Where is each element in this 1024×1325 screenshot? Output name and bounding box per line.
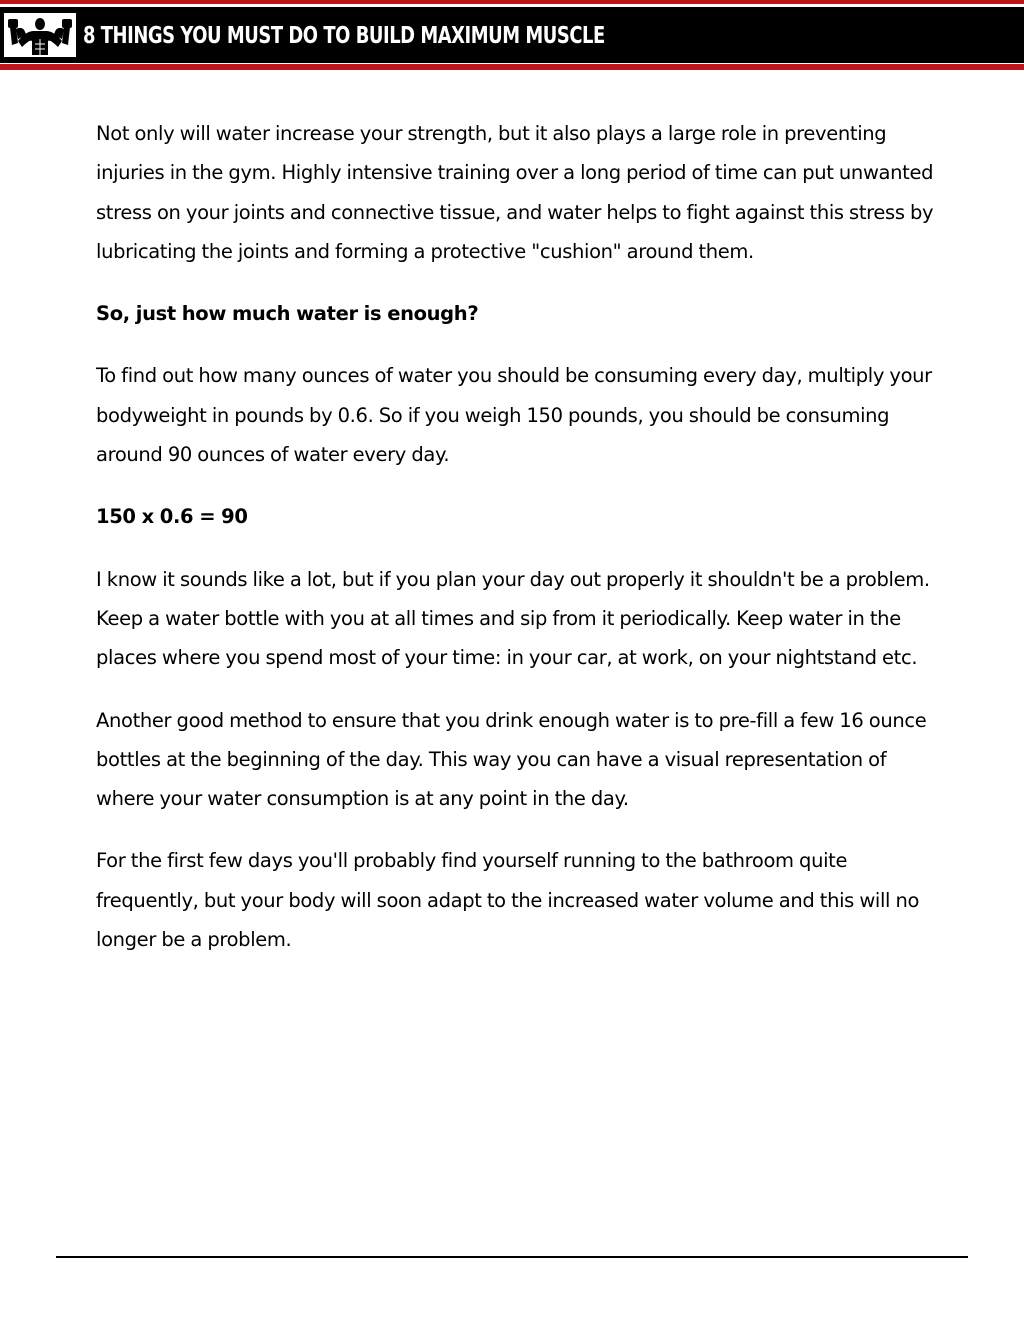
flexing-bodybuilder-icon [4,13,76,57]
paragraph-ounces-formula: To find out how many ounces of water you should be consuming every day, multiply your bodyweight in pounds by 0.6. So if you weigh 150 pounds, you should be consuming around 90 ounces of water every day. [96,364,932,467]
header-red-stripe-bottom [0,64,1024,70]
paragraph-plan-your-day: I know it sounds like a lot, but if you plan your day out properly it shouldn't be a problem. Keep a water bottle with you at all times and sip from it periodically. Keep water in the places where you spend most of your time: in your car, at work, on your nightstand etc. [96,567,930,670]
paragraph-first-few-days: For the first few days you'll probably find yourself running to the bathroom quite frequently, but your body will soon adapt to the increased water volume and this will no longer be a problem. [96,849,920,952]
header-red-stripe-top [0,0,1024,4]
subheading-how-much-water: So, just how much water is enough? [96,302,479,326]
footer-divider [56,1256,968,1258]
article-body [96,114,936,982]
paragraph-water-injury: Not only will water increase your strength, but it also plays a large role in preventing injuries in the gym. Highly intensive training over a long period of time can put unwanted stress on your joints and connective tissue, and water helps to fight against this stress by lubricating the joints and forming a protective "cushion" around them. [96,122,934,263]
paragraph-prefill-bottles: Another good method to ensure that you drink enough water is to pre-fill a few 16 ounce bottles at the beginning of the day. This way you can have a visual representation of where your water consumption is at any point in the day. [96,708,927,811]
page-header [0,0,1024,72]
header-title: 8 THINGS YOU MUST DO TO BUILD MAXIMUM MUSCLE [83,23,605,49]
formula-example: 150 x 0.6 = 90 [96,505,248,529]
